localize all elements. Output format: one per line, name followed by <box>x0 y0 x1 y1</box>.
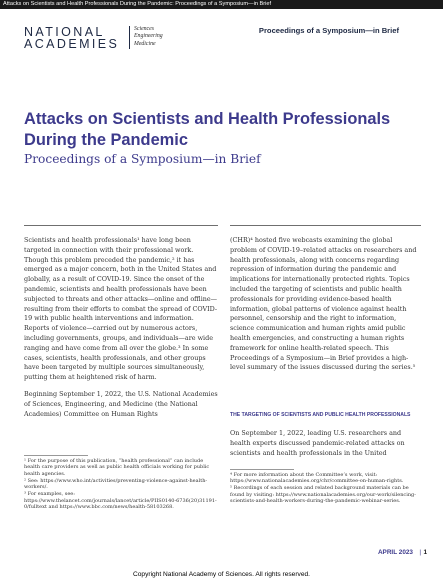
footnote: ⁴ For more information about the Committee’s work, visit: https://www.nationalacademies.org/chr/committee-on-human-rights. <box>230 472 404 485</box>
browser-title-bar: Attacks on Scientists and Health Professionals During the Pandemic: Proceedings of a Symposium—in Brief <box>0 0 443 9</box>
section-heading: THE TARGETING OF SCIENTISTS AND PUBLIC HEALTH PROFESSIONALS <box>230 412 411 418</box>
logo-sub-sciences: Sciences <box>134 26 154 32</box>
footnote-rule-right <box>230 469 294 470</box>
copyright-notice: Copyright National Academy of Sciences. All rights reserved. <box>132 571 311 578</box>
national-academies-logo <box>24 25 163 51</box>
logo-divider <box>129 26 130 49</box>
footnotes-left <box>24 458 220 510</box>
logo-word-academies: ACADEMIES <box>24 37 120 51</box>
document-subtitle: Proceedings of a Symposium—in Brief <box>24 152 261 166</box>
body-column-left <box>24 236 218 419</box>
document-title: Attacks on Scientists and Health Professionals During the Pandemic <box>24 110 391 149</box>
page-number: 1 <box>423 549 427 556</box>
logo-word-national: NATIONAL <box>24 25 105 39</box>
series-label: Proceedings of a Symposium—in Brief <box>258 26 399 35</box>
logo-subtitle <box>134 26 163 48</box>
footnote: ² See: https://www.who.int/activities/preventing-violence-against-health-workers/. <box>24 477 208 491</box>
footnote: ³ For examples, see: https://www.thelancet.com/journals/lancet/article/PIIS0140-6736(20)31191-0/fulltext and https://www.bbc.com/news/health-58103268. <box>24 491 217 511</box>
body-column-right-continued <box>230 429 421 458</box>
paragraph: On September 1, 2022, leading U.S. researchers and health experts discussed pandemic-related attacks on scientists and health professionals in the United <box>230 429 405 457</box>
footnotes-right <box>230 472 422 505</box>
footnote: ⁵ Recordings of each session and related background materials can be found by visiting: https://www.nationalacademies.org/our-work/silencing-scientists-and-health-workers-during-the-pandemic-webinar-series. <box>230 485 416 505</box>
paragraph: Scientists and health professionals¹ have long been targeted in connection with their professional work. Though this problem preceded the pandemic,² it has emerged as a major concern, both in the United States and globally, as a result of COVID-19. Since the onset of the pandemic, scientists and health professionals have been subjected to threats and other attacks—online and offline—resulting from their efforts to combat the spread of COVID-19 with public health interventions and information. Reports of violence—carried out by numerous actors, including governments, groups, and individuals—are wide ranging and have come from all over the globe.³ In some cases, scientists, health professionals, and other groups have been targeted by multiple sources simultaneously, putting them at heightened risk of harm. <box>24 236 218 382</box>
footnote-rule-left <box>24 455 88 456</box>
footer-date: APRIL 2023 <box>377 549 413 556</box>
divider-left <box>24 225 218 226</box>
paragraph: (CHR)⁴ hosted five webcasts examining the global problem of COVID-19–related attacks on researchers and health professionals, along with concerns regarding repression of information during the pandemic and implications for internationally protected rights. Topics included the targeting of scientists and public health professionals for providing evidence-based health information, global patterns of violence against health personnel, censorship and the right to information, science communication and human rights amid public health emergencies, and constructing a human rights framework for online health-related speech. This Proceedings of a Symposium—in Brief provides a high-level summary of the issues discussed during the series.⁵ <box>230 236 417 372</box>
paragraph: Beginning September 1, 2022, the U.S. National Academies of Sciences, Engineering, and Medicine (the National Academies) Committee on Human Rights <box>24 389 218 418</box>
footnote: ¹ For the purpose of this publication, “health professional” can include health care providers as well as public health officials working for public health agencies. <box>24 458 210 477</box>
logo-sub-engineering: Engineering <box>134 33 163 40</box>
divider-right <box>230 225 421 226</box>
body-column-right <box>230 236 421 373</box>
logo-sub-medicine: Medicine <box>134 40 156 47</box>
footer-separator: | <box>419 549 421 556</box>
